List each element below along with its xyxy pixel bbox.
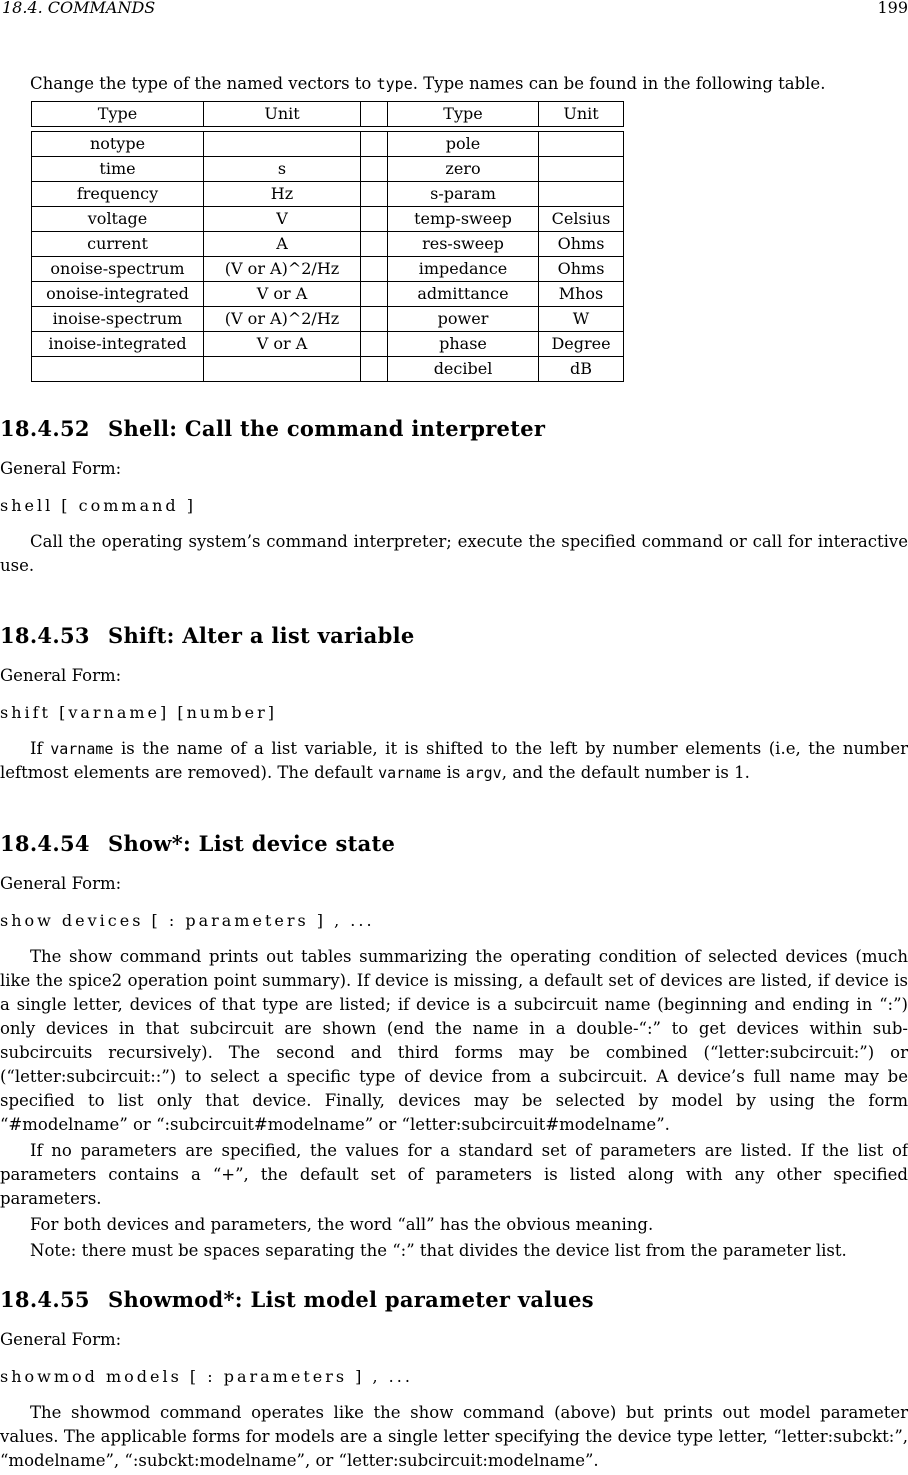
page-number: 199 (877, 0, 908, 17)
table-cell (361, 332, 388, 357)
section-show (0, 830, 908, 1263)
table-row (32, 332, 624, 357)
table-cell: Degree (539, 332, 624, 357)
table-header-cell: Unit (204, 102, 361, 127)
section-number: 18.4.53 (0, 623, 90, 648)
syntax-line: show devices [ : parameters ] , ... (0, 911, 375, 930)
table-cell (361, 282, 388, 307)
table-row (32, 307, 624, 332)
table-cell: impedance (388, 257, 539, 282)
section-number: 18.4.55 (0, 1287, 90, 1312)
table-row (32, 182, 624, 207)
table-row (32, 257, 624, 282)
section-shell (0, 415, 908, 578)
table-cell: s (204, 157, 361, 182)
description-paragraph: Note: there must be spaces separating the “:” that divides the device list from the parameter list. (30, 1241, 847, 1260)
table-cell: notype (32, 132, 204, 157)
table-cell: inoise-spectrum (32, 307, 204, 332)
table-cell: voltage (32, 207, 204, 232)
table-cell: temp-sweep (388, 207, 539, 232)
table-cell: res-sweep (388, 232, 539, 257)
table-cell (539, 182, 624, 207)
intro-code: type (376, 75, 413, 93)
table-row (32, 132, 624, 157)
syntax-line: showmod models [ : parameters ] , ... (0, 1367, 413, 1386)
table-header-cell: Type (388, 102, 539, 127)
table-cell: dB (539, 357, 624, 382)
intro-text-end: . Type names can be found in the following table. (412, 74, 826, 93)
table-cell: onoise-spectrum (32, 257, 204, 282)
table-cell: Ohms (539, 232, 624, 257)
table-cell: (V or A)^2/Hz (204, 257, 361, 282)
table-cell (539, 157, 624, 182)
table-cell (361, 157, 388, 182)
table-cell: (V or A)^2/Hz (204, 307, 361, 332)
code-varname: varname (378, 764, 442, 782)
section-title: Show*: List device state (108, 831, 396, 856)
text-run: is the name of a list variable, it is shifted to the left by number elements (i.e, the number leftmost elements are removed). The default (0, 739, 908, 782)
table-header-cell: Unit (539, 102, 624, 127)
table-cell (361, 307, 388, 332)
section-shift (0, 622, 908, 785)
section-title: Shift: Alter a list variable (108, 623, 415, 648)
description-paragraph: For both devices and parameters, the word “all” has the obvious meaning. (30, 1215, 654, 1234)
table-cell: frequency (32, 182, 204, 207)
table-cell: decibel (388, 357, 539, 382)
table-cell: Celsius (539, 207, 624, 232)
running-section-title: 18.4. COMMANDS (2, 0, 156, 17)
table-cell (361, 232, 388, 257)
vector-type-table (31, 101, 624, 382)
table-cell: V or A (204, 282, 361, 307)
general-form-label: General Form: (0, 666, 122, 685)
text-run: If (30, 739, 51, 758)
table-cell: V (204, 207, 361, 232)
table-cell (32, 357, 204, 382)
section-heading (0, 622, 908, 650)
table-cell (204, 132, 361, 157)
general-form-label: General Form: (0, 1330, 122, 1349)
table-row (32, 207, 624, 232)
section-showmod (0, 1286, 908, 1473)
table-cell (361, 257, 388, 282)
text-run: is (441, 763, 466, 782)
intro-text: Change the type of the named vectors to (30, 74, 377, 93)
general-form-label: General Form: (0, 459, 122, 478)
table-cell (204, 357, 361, 382)
table-cell: Mhos (539, 282, 624, 307)
section-heading (0, 415, 908, 443)
table-cell (361, 207, 388, 232)
table-cell: W (539, 307, 624, 332)
table-cell: zero (388, 157, 539, 182)
table-header-cell: Type (32, 102, 204, 127)
syntax-line: shell [ command ] (0, 496, 196, 515)
table-cell: onoise-integrated (32, 282, 204, 307)
syntax-line: shift [varname] [number] (0, 703, 277, 722)
section-title: Showmod*: List model parameter values (108, 1287, 594, 1312)
table-row (32, 282, 624, 307)
table-cell: current (32, 232, 204, 257)
table-cell (361, 182, 388, 207)
table-cell (361, 132, 388, 157)
table-cell: V or A (204, 332, 361, 357)
table-cell: inoise-integrated (32, 332, 204, 357)
section-number: 18.4.54 (0, 831, 90, 856)
text-run: , and the default number is 1. (501, 763, 750, 782)
table-cell: Ohms (539, 257, 624, 282)
table-cell: time (32, 157, 204, 182)
section-heading (0, 1286, 908, 1314)
table-cell: power (388, 307, 539, 332)
description-paragraph: The showmod command operates like the show command (above) but prints out model parameter values. The applicable forms for models are a single letter specifying the device type letter, “letter:subckt:”, “modelname”, “:subckt:modelname”, or “letter:subcircuit:modelname”. (0, 1403, 908, 1470)
table-cell: admittance (388, 282, 539, 307)
section-number: 18.4.52 (0, 416, 90, 441)
table-cell: Hz (204, 182, 361, 207)
table-row (32, 157, 624, 182)
table-header-cell (361, 102, 388, 127)
table-row (32, 357, 624, 382)
table-cell: s-param (388, 182, 539, 207)
general-form-label: General Form: (0, 874, 122, 893)
description-paragraph (0, 737, 908, 785)
table-cell: A (204, 232, 361, 257)
table-cell (361, 357, 388, 382)
description-paragraph: If no parameters are specified, the values for a standard set of parameters are listed. If the list of parameters contains a “+”, the default set of parameters is listed along with any other specified parameters. (0, 1141, 908, 1208)
description-paragraph: The show command prints out tables summarizing the operating condition of selected devices (much like the spice2 operation point summary). If device is missing, a default set of devices are listed, if device is a single letter, devices of that type are listed; if device is a subcircuit name (beginning and ending in “:”) only devices in that subcircuit are shown (end the name in a double-“:” to get devices within sub-subcircuits recursively). The second and third forms may be combined (“letter:subcircuit:”) or (“letter:subcircuit::”) to select a specific type of device from a subcircuit. A device’s full name may be specified to list only that device. Finally, devices may be selected by model by using the form “#modelname” or “:subcircuit#modelname” or “letter:subcircuit#modelname”. (0, 947, 908, 1134)
table-cell (539, 132, 624, 157)
intro-paragraph (30, 72, 900, 96)
table-cell: pole (388, 132, 539, 157)
code-varname: varname (50, 740, 114, 758)
description-paragraph: Call the operating system’s command interpreter; execute the specified command or call for interactive use. (0, 532, 908, 575)
table-row (32, 232, 624, 257)
code-argv: argv (465, 764, 502, 782)
section-heading (0, 830, 908, 858)
section-title: Shell: Call the command interpreter (108, 416, 546, 441)
page-header (0, 0, 908, 22)
table-header-row (32, 102, 624, 127)
table-cell: phase (388, 332, 539, 357)
